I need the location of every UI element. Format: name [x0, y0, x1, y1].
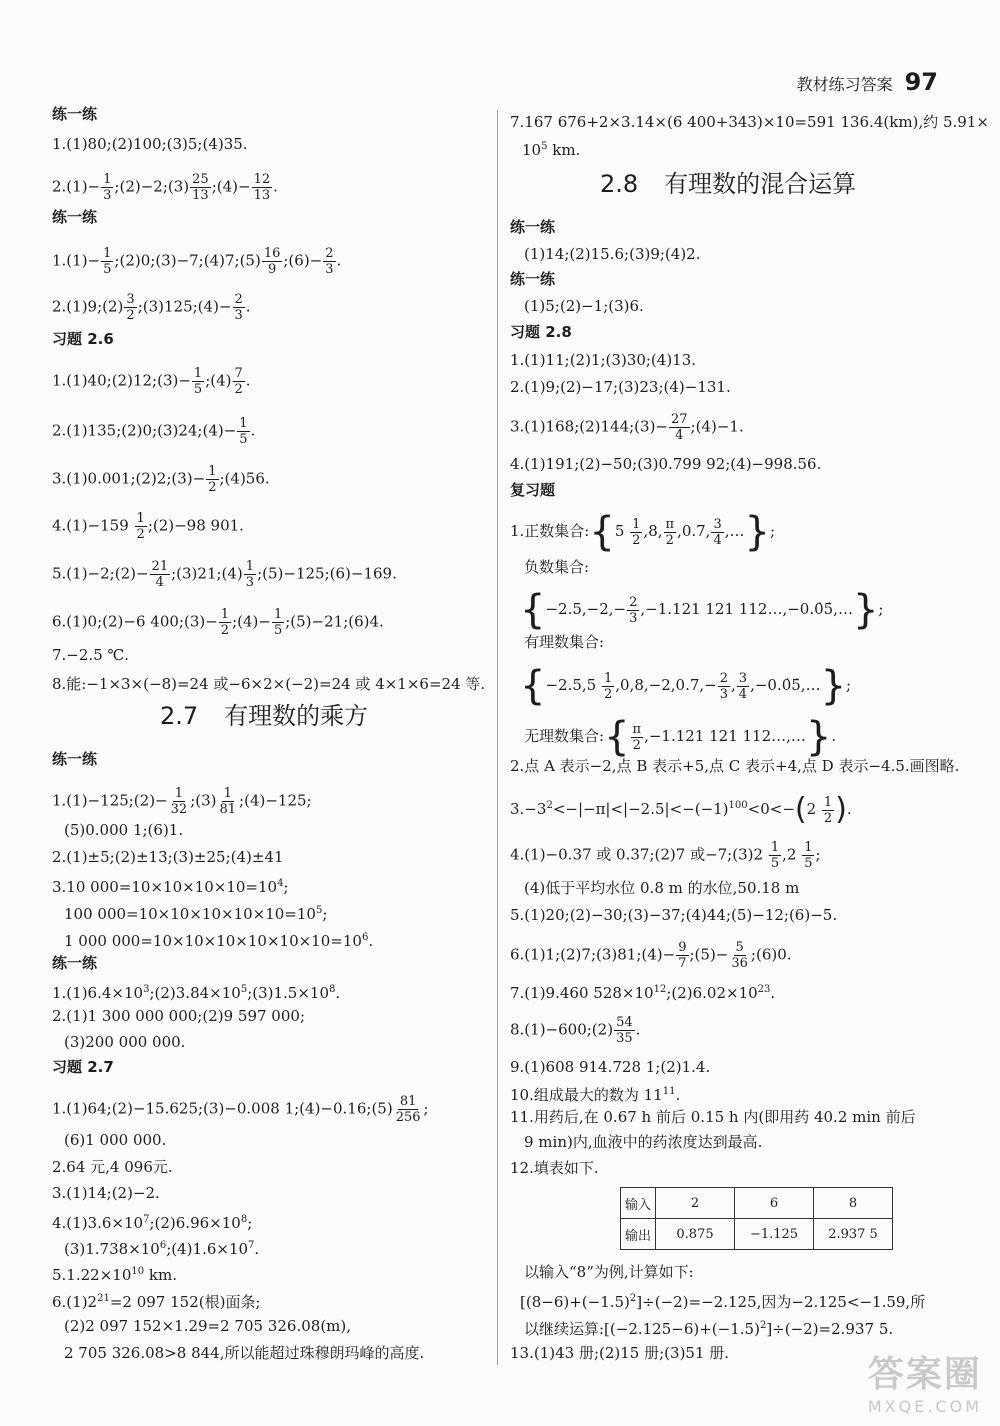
answer-line: 4.(1)−0.37 或 0.37;(2)7 或−7;(3)2 $\frac{1}{5}$ ,2 $\frac{1}{5}$ ; — [510, 840, 821, 871]
section-title: 2.7 有理数的乘方 — [160, 702, 369, 730]
answer-line: 5.(1)20;(2)−30;(3)−37;(4)44;(5)−12;(6)−5. — [510, 906, 838, 924]
answer-line: 12.填表如下. — [510, 1159, 599, 1177]
section-heading: 练一练 — [52, 208, 98, 226]
answer-line: $1.(1)6.4\times 10^3;(2)3.84\times 10^5;(3)1.5\times 10^8$. — [52, 984, 341, 1002]
fraction: $\frac{2}{3}$ — [719, 670, 728, 702]
answer-line: 2.(1)±5;(2)±13;(3)±25;(4)±41 — [52, 848, 284, 866]
answer-line: 7.−2.5 ℃. — [52, 646, 130, 664]
answer-line: 1 000 $000=10\times 10\times 10\times 10\times 10\times 10=10^6$. — [64, 932, 374, 950]
answer-line: 负数集合: — [524, 558, 590, 576]
section-heading: 练一练 — [510, 218, 556, 236]
answer-line: (3)200 000 000. — [64, 1033, 186, 1051]
section-heading: 练一练 — [52, 750, 98, 768]
table-cell: 6 — [735, 1188, 814, 1219]
answer-line: 2.点 A 表示−2,点 B 表示+5,点 C 表示+4,点 D 表示−4.5.画图略. — [510, 757, 960, 775]
fraction: $\frac{1}{2}$ — [603, 670, 613, 702]
answer-line: 3.(1)0.001;(2)2;(3)− $\frac{1}{2}$ ;(4)56. — [52, 464, 270, 495]
answer-line: 13.(1)43 册;(2)15 册;(3)51 册. — [510, 1344, 730, 1362]
answer-line: 11.用药后,在 0.67 h 前后 0.15 h 内(即用药 40.2 min 前后 — [510, 1108, 916, 1126]
fraction: $\frac{1}{2}$ — [823, 794, 833, 826]
fraction: $\frac{1}{5}$ — [193, 366, 203, 397]
answer-line: 4.(1)−159 $\frac{1}{2}$ ;(2)−98 901. — [52, 511, 244, 542]
table-cell: 输入 — [621, 1188, 656, 1219]
answer-line: 6.(1)0;(2)−6 400;(3)− $\frac{1}{2}$ ;(4)− $\frac{1}{5}$ ;(5)−21;(6)4. — [52, 607, 384, 638]
answer-line: (1)14;(2)15.6;(3)9;(4)2. — [524, 245, 701, 263]
answer-line: 3.(1)14;(2)−2. — [52, 1184, 160, 1202]
section-heading: 习题 2.8 — [510, 323, 572, 341]
answer-line: (1)5;(2)−1;(3)6. — [524, 297, 644, 315]
fraction: $\frac{1}{5}$ — [239, 416, 248, 447]
answer-line: 10.组成最大的数为 $11^{11}$. — [510, 1086, 681, 1104]
answer-line: (6)1 000 000. — [64, 1131, 167, 1149]
answer-line: {−2.5,5 $\frac{1}{2}$ ,0,8,−2,0.7,− $\frac{2}{3}$ , $\frac{3}{4}$ ,−0.0̇5̇,…}; — [520, 663, 852, 709]
answer-line: 2.64 元,4 096元. — [52, 1158, 173, 1176]
answer-line: $(3)1.738\times 10^6;(4)1.6\times 10^7$. — [64, 1240, 260, 1258]
answer-line: $5.1.22\times 10^{10}$ km. — [52, 1266, 177, 1284]
table-row — [621, 1188, 893, 1219]
fraction: $\frac{16}{9}$ — [263, 246, 281, 277]
input-output-table — [620, 1187, 893, 1250]
fraction: $\frac{1}{3}$ — [245, 559, 255, 590]
fraction: $\frac{25}{13}$ — [192, 172, 209, 203]
answer-line: 3.10 $000=10\times 10\times 10\times 10=10^4$; — [52, 878, 289, 896]
section-heading: 练一练 — [52, 954, 98, 972]
answer-line: $10^5$ km. — [522, 141, 581, 159]
table-cell: −1.125 — [735, 1219, 814, 1250]
answer-line: 8.(1)−600;(2) $\frac{54}{35}$ . — [510, 1015, 641, 1046]
answer-line: 9 min)内,血液中的药浓度达到最高. — [524, 1133, 763, 1151]
page-header — [797, 68, 938, 96]
page-number: 97 — [904, 68, 938, 96]
fraction: $\frac{2}{3}$ — [325, 246, 334, 277]
fraction: $\frac{\pi}{2}$ — [665, 516, 675, 548]
answer-line: {−2.5,−2,− $\frac{2}{3}$ ,−1.121 121 112…,−0.0̇5̇,…}; — [520, 587, 884, 633]
fraction: $\frac{21}{4}$ — [151, 559, 169, 590]
answer-line: (5)0.000 1;(6)1. — [64, 821, 184, 839]
fraction: $\frac{1}{2}$ — [208, 464, 217, 495]
fraction: $\frac{81}{256}$ — [395, 1094, 421, 1125]
answer-line: 4.(1)191;(2)−50;(3)0.799 92;(4)−998.56. — [510, 455, 822, 473]
fraction: $\frac{1}{5}$ — [770, 840, 780, 871]
answer-line: 8.能:−1×3×(−8)=24 或−6×2×(−2)=24 或 4×1×6=24 等. — [52, 675, 486, 693]
answer-line: $4.(1)3.6\times 10^7;(2)6.96\times 10^8$; — [52, 1214, 253, 1232]
answer-line: 6.(1)1;(2)7;(3)81;(4)− $\frac{9}{7}$ ;(5)− $\frac{5}{36}$ ;(6)0. — [510, 940, 792, 971]
answer-line: 9.(1)608 914.728 1;(2)1.4. — [510, 1058, 711, 1076]
answer-line: 2.(1)− $\frac{1}{3}$ ;(2)−2;(3) $\frac{25}{13}$ ;(4)− $\frac{12}{13}$ . — [52, 172, 278, 203]
answer-line: 以继续运算$:[(-2.125-6)+(-1.5)^2]\div(-2)=2.937$ 5. — [524, 1320, 894, 1338]
fraction: $\frac{12}{13}$ — [253, 172, 271, 203]
column-divider — [497, 110, 498, 1365]
table-cell: 8 — [814, 1188, 893, 1219]
fraction: $\frac{1}{2}$ — [136, 511, 145, 542]
answer-line: 7.167 676+2×3.14×(6 400+343)×10=591 136.4(km),约 5.91× — [510, 113, 989, 131]
fraction: $\frac{1}{5}$ — [273, 607, 283, 638]
section-heading: 习题 2.6 — [52, 330, 114, 348]
answer-line: 5.(1)−2;(2)− $\frac{21}{4}$ ;(3)21;(4) $\frac{1}{3}$ ;(5)−125;(6)−169. — [52, 559, 397, 590]
table-cell: 2.937 5 — [814, 1219, 893, 1250]
fraction: $\frac{5}{36}$ — [731, 940, 748, 971]
fraction: $\frac{9}{7}$ — [678, 940, 687, 971]
fraction: $\frac{1}{2}$ — [632, 516, 641, 548]
fraction: $\frac{3}{4}$ — [713, 516, 722, 548]
table-cell: 输出 — [621, 1219, 656, 1250]
answer-line: 2.(1)9;(2) $\frac{3}{2}$ ;(3)125;(4)− $\frac{2}{3}$ . — [52, 292, 251, 323]
book-title: 教材练习答案 — [796, 75, 893, 94]
answer-line: 1.(1)80;(2)100;(3)5;(4)35. — [52, 135, 248, 153]
fraction: $\frac{1}{5}$ — [103, 246, 112, 277]
answer-line: 1.(1)40;(2)12;(3)− $\frac{1}{5}$ ;(4) $\frac{7}{2}$ . — [52, 366, 251, 397]
fraction: $\frac{\pi}{2}$ — [632, 721, 642, 753]
fraction: $\frac{1}{3}$ — [103, 172, 112, 203]
answer-line: 1.(1)−125;(2)− $\frac{1}{32}$ ;(3) $\frac{1}{81}$ ;(4)−125; — [52, 786, 312, 817]
answer-line: 7.(1)9.460 $528\times 10^{12};(2)6.02\times 10^{23}$. — [510, 984, 776, 1002]
answer-line: 3.(1)168;(2)144;(3)− $\frac{27}{4}$ ;(4)−1. — [510, 412, 744, 443]
fraction: $\frac{1}{32}$ — [170, 786, 188, 817]
fraction: $\frac{54}{35}$ — [616, 1015, 633, 1046]
answer-line: 1.(1)64;(2)−15.625;(3)−0.008 1;(4)−0.16;(5) $\frac{81}{256}$ ; — [52, 1094, 429, 1125]
section-heading: 习题 2.7 — [52, 1058, 114, 1076]
answer-line: $6.(1)2^{21}=2$ 097 152(根)面条; — [52, 1293, 261, 1311]
fraction: $\frac{7}{2}$ — [234, 366, 243, 397]
answer-line: 1.(1)− $\frac{1}{5}$ ;(2)0;(3)−7;(4)7;(5) $\frac{16}{9}$ ;(6)− $\frac{2}{3}$ . — [52, 246, 342, 277]
answer-line: 以输入“8”为例,计算如下: — [524, 1263, 694, 1281]
fraction: $\frac{1}{5}$ — [804, 840, 813, 871]
answer-line: 1.(1)11;(2)1;(3)30;(4)13. — [510, 351, 697, 369]
answer-line: 2.(1)9;(2)−17;(3)23;(4)−131. — [510, 378, 731, 396]
section-title: 2.8 有理数的混合运算 — [600, 170, 857, 198]
answer-line: (4)低于平均水位 0.8 m 的水位,50.18 m — [524, 879, 800, 897]
fraction: $\frac{2}{3}$ — [629, 594, 638, 626]
answer-line: 无理数集合:{ $\frac{\pi}{2}$ ,−1.121 121 112…,…}. — [524, 714, 837, 760]
answer-line: $3.-3^2<-|-\pi|<|-2.5|<-(-1)^{100}<0<-(2$ $\frac{1}{2}$ ). — [510, 792, 852, 827]
answer-line: 有理数集合: — [524, 633, 605, 651]
answer-line: 2.(1)1 300 000 000;(2)9 597 000; — [52, 1007, 305, 1025]
fraction: $\frac{1}{2}$ — [220, 607, 230, 638]
answer-line: 100 $000=10\times 10\times 10\times 10\times 10=10^5$; — [64, 905, 328, 923]
fraction: $\frac{2}{3}$ — [234, 292, 243, 323]
watermark: 答案圈 MXQE.COM — [867, 1354, 982, 1416]
table-row — [621, 1219, 893, 1250]
fraction: $\frac{3}{4}$ — [738, 670, 748, 702]
answer-line: 2.(1)135;(2)0;(3)24;(4)− $\frac{1}{5}$ . — [52, 416, 256, 447]
table-cell: 0.875 — [656, 1219, 735, 1250]
fraction: $\frac{3}{2}$ — [126, 292, 135, 323]
answer-line: $[(8-6)+(-1.5)^2]\div(-2)=-2.125$,因为−2.125<−1.59,所 — [520, 1293, 926, 1311]
section-heading: 练一练 — [510, 270, 556, 288]
answer-line: 2 705 326.08>8 844,所以能超过珠穆朗玛峰的高度. — [64, 1344, 425, 1362]
answer-line: 1.正数集合:{5 $\frac{1}{2}$ ,8, $\frac{\pi}{2}$ ,0.7, $\frac{3}{4}$ ,…}; — [510, 509, 776, 555]
section-heading: 练一练 — [52, 105, 98, 123]
fraction: $\frac{1}{81}$ — [219, 786, 237, 817]
section-heading: 复习题 — [510, 481, 556, 499]
table-cell: 2 — [656, 1188, 735, 1219]
fraction: $\frac{27}{4}$ — [671, 412, 688, 443]
answer-line: (2)2 097 152×1.29=2 705 326.08(m), — [64, 1317, 352, 1335]
